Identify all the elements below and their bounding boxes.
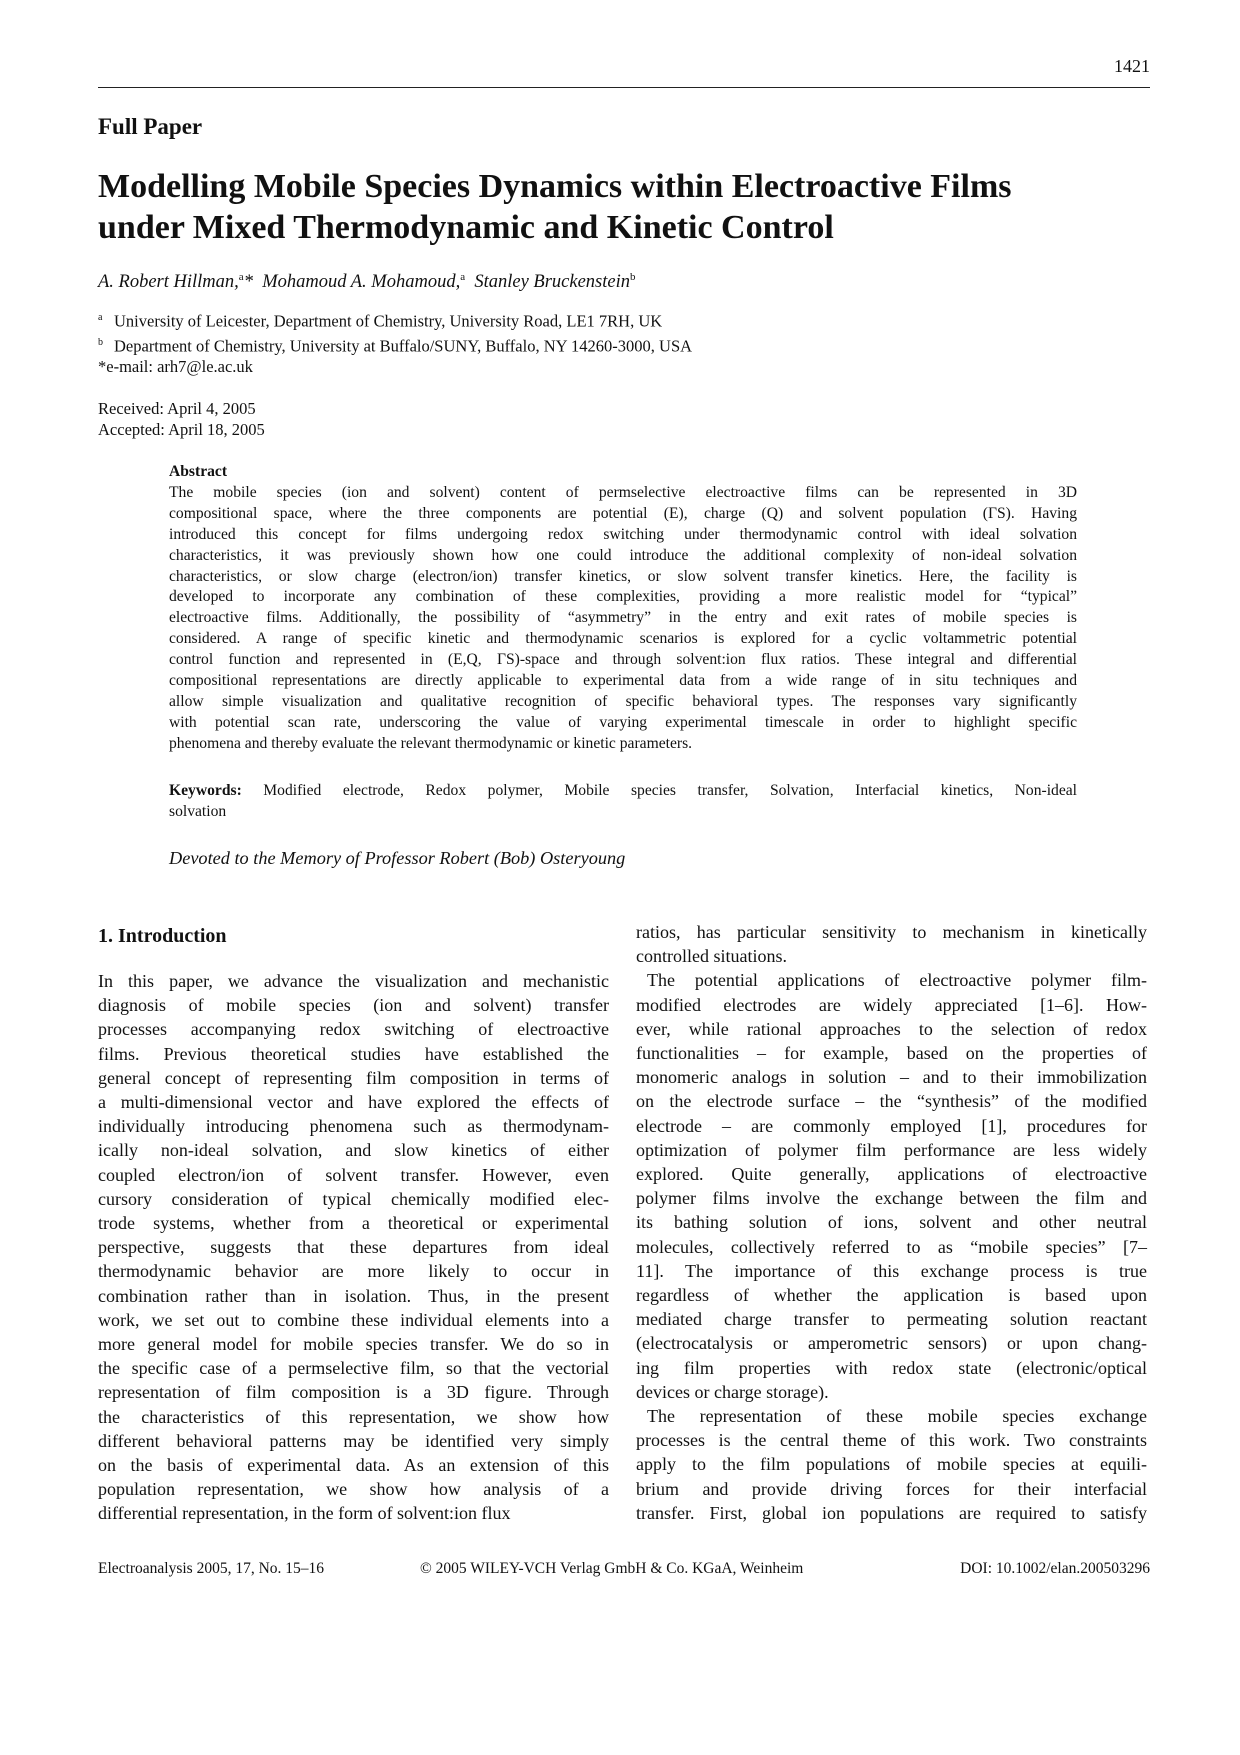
body-text-line: electrode – are commonly employed [1], procedures for [636, 1115, 1147, 1136]
body-text-line: regardless of whether the application is based upon [636, 1285, 1147, 1306]
author-affiliation-mark: a [238, 271, 244, 283]
abstract-line: developed to incorporate any combination of these complexities, providing a more realistic model for “typical” [169, 588, 1077, 606]
body-text-line: devices or charge storage). [636, 1381, 829, 1402]
body-text-line: the specific case of a permselective film, so that the vectorial [98, 1358, 609, 1379]
keywords-text: solvation [169, 802, 227, 820]
body-text-line: cursory consideration of typical chemically modified elec- [98, 1188, 609, 1209]
body-text-line: The potential applications of electroactive polymer film- [647, 970, 1147, 991]
body-text-line: individually introducing phenomena such as thermodynam- [98, 1116, 609, 1137]
dates-block [98, 398, 265, 440]
body-text-line: optimization of polymer film performance are less widely [636, 1139, 1147, 1160]
body-text-line: representation of film composition is a 3D figure. Through [98, 1382, 609, 1403]
keywords-text: Modified electrode, Redox polymer, Mobile species transfer, Solvation, Interfacial kinetics, Non-ideal [263, 782, 1077, 799]
body-text-line: a multi-dimensional vector and have explored the effects of [98, 1092, 609, 1113]
abstract-line: compositional representations are directly applicable to experimental data from a wide range of in situ techniques and [169, 672, 1077, 690]
body-text-line: brium and provide driving forces for their interfacial [636, 1478, 1147, 1499]
dedication: Devoted to the Memory of Professor Robert (Bob) Osteryoung [169, 848, 626, 868]
body-text-line: (electrocatalysis or amperometric sensors) or upon chang- [636, 1333, 1147, 1354]
body-text-line: on the electrode surface – the “synthesis” of the modified [636, 1091, 1147, 1112]
body-text-line: transfer. First, global ion populations are required to satisfy [636, 1502, 1147, 1523]
body-text-line: processes is the central theme of this work. Two constraints [636, 1430, 1147, 1451]
paper-title [98, 166, 1158, 248]
paper-type-label: Full Paper [98, 114, 203, 139]
abstract-line: allow simple visualization and qualitative recognition of specific behavioral types. The responses vary significantly [169, 692, 1077, 710]
body-text-line: apply to the film populations of mobile species at equili- [636, 1454, 1147, 1475]
abstract-line: with potential scan rate, underscoring the value of varying experimental timescale in order to highlight specific [169, 713, 1077, 731]
body-text-line: processes accompanying redox switching of electroactive [98, 1019, 609, 1040]
page-number: 1421 [1114, 56, 1150, 76]
body-text-line: ing film properties with redox state (electronic/optical [636, 1357, 1147, 1378]
body-text-line: trode systems, whether from a theoretical or experimental [98, 1213, 609, 1234]
body-text-line: functionalities – for example, based on the properties of [636, 1043, 1147, 1064]
author-name: A. Robert Hillman, [98, 272, 239, 293]
affiliation-item: $^b$ Department of Chemistry, University at Buffalo/SUNY, Buffalo, NY 14260-3000, USA [98, 336, 693, 355]
abstract-line: control function and represented in (E,Q, ΓS)-space and through solvent:ion flux ratios. These integral and differential [169, 651, 1077, 669]
body-text-line: work, we set out to combine these individual elements into a [98, 1309, 609, 1330]
affiliation-list [98, 307, 692, 377]
abstract-line: considered. A range of specific kinetic and thermodynamic scenarios is explored for a cyclic voltammetric potential [169, 630, 1077, 648]
body-column-left [98, 969, 609, 1526]
author-affiliation-mark: b [630, 271, 636, 283]
body-text-line: 11]. The importance of this exchange process is true [636, 1260, 1147, 1281]
accepted-date: Accepted: April 18, 2005 [98, 420, 265, 439]
body-text-line: In this paper, we advance the visualization and mechanistic [98, 971, 609, 991]
body-text-line: on the basis of experimental data. As an extension of this [98, 1455, 609, 1476]
author-affiliation-mark: a [460, 271, 466, 283]
email-address: *e-mail: arh7@le.ac.uk [98, 357, 253, 376]
title-line-1: Modelling Mobile Species Dynamics within Electroactive Films [98, 168, 1012, 205]
body-column-right [636, 920, 1147, 1525]
body-text-line: general concept of representing film composition in terms of [98, 1067, 609, 1088]
author-name: Stanley Bruckenstein [474, 272, 630, 293]
body-text-line: its bathing solution of ions, solvent and other neutral [636, 1212, 1147, 1233]
header-rule [98, 87, 1150, 88]
abstract-heading: Abstract [169, 463, 228, 480]
abstract-body [169, 483, 1077, 755]
body-text-line: The representation of these mobile species exchange [647, 1406, 1147, 1427]
keywords-label: Keywords: [169, 782, 242, 799]
journal-citation: Electroanalysis 2005, 17, No. 15–16 [98, 1560, 325, 1577]
body-text-line: monomeric analogs in solution – and to their immobilization [636, 1067, 1147, 1088]
section-heading: 1. Introduction [98, 925, 227, 947]
body-text-line: different behavioral patterns may be identified very simply [98, 1430, 609, 1451]
doi-reference: DOI: 10.1002/elan.200503296 [960, 1560, 1150, 1577]
body-text-line: population representation, we show how analysis of a [98, 1479, 609, 1500]
abstract-line: characteristics, or slow charge (electron/ion) transfer kinetics, or slow solvent transfer kinetics. Here, the facility is [169, 567, 1077, 585]
copyright-notice: © 2005 WILEY-VCH Verlag GmbH & Co. KGaA, Weinheim [420, 1560, 804, 1577]
body-text-line: molecules, collectively referred to as “mobile species” [7– [636, 1236, 1147, 1257]
affiliation-item: $^a$ University of Leicester, Department of Chemistry, University Road, LE1 7RH, UK [98, 311, 663, 331]
abstract-line: phenomena and thereby evaluate the relevant thermodynamic or kinetic parameters. [169, 734, 693, 752]
body-text-line: ically non-ideal solvation, and slow kinetics of either [98, 1140, 609, 1161]
body-text-line: combination rather than in isolation. Thus, in the present [98, 1285, 609, 1306]
abstract-line: electroactive films. Additionally, the possibility of “asymmetry” in the entry and exit rates of mobile species is [169, 609, 1077, 627]
body-text-line: controlled situations. [636, 946, 787, 967]
abstract-line: introduced this concept for films undergoing redox switching under thermodynamic control with ideal solvation [169, 525, 1077, 543]
body-text-line: more general model for mobile species transfer. We do so in [98, 1334, 609, 1355]
author-list [98, 271, 636, 293]
abstract-line: The mobile species (ion and solvent) content of permselective electroactive films can be represented in 3D [169, 483, 1077, 501]
body-text-line: ratios, has particular sensitivity to mechanism in kinetically [636, 922, 1147, 942]
corresponding-mark: * [243, 272, 258, 293]
abstract-section [169, 462, 1077, 755]
abstract-line: compositional space, where the three components are potential (E), charge (Q) and solvent population (ΓS). Having [169, 504, 1077, 522]
body-text-line: explored. Quite generally, applications of electroactive [636, 1164, 1147, 1185]
body-text-line: polymer films involve the exchange between the film and [636, 1188, 1147, 1209]
body-text-line: films. Previous theoretical studies have established the [98, 1043, 609, 1064]
body-text-line: mediated charge transfer to permeating solution reactant [636, 1309, 1147, 1330]
body-text-line: ever, while rational approaches to the selection of redox [636, 1018, 1147, 1039]
keywords-block [169, 781, 1077, 823]
abstract-line: characteristics, it was previously shown how one could introduce the additional complexity of non-ideal solvation [169, 546, 1077, 564]
body-text-line: modified electrodes are widely appreciated [1–6]. How- [636, 994, 1147, 1015]
received-date: Received: April 4, 2005 [98, 399, 256, 418]
body-text-line: differential representation, in the form of solvent:ion flux [98, 1503, 511, 1524]
body-text-line: coupled electron/ion of solvent transfer. However, even [98, 1164, 609, 1185]
title-line-2: under Mixed Thermodynamic and Kinetic Control [98, 209, 834, 246]
body-text-line: perspective, suggests that these departures from ideal [98, 1237, 609, 1258]
body-text-line: thermodynamic behavior are more likely to occur in [98, 1261, 609, 1282]
body-text-line: the characteristics of this representation, we show how [98, 1406, 609, 1427]
body-text-line: diagnosis of mobile species (ion and solvent) transfer [98, 995, 609, 1016]
author-name: Mohamoud A. Mohamoud, [262, 272, 461, 293]
